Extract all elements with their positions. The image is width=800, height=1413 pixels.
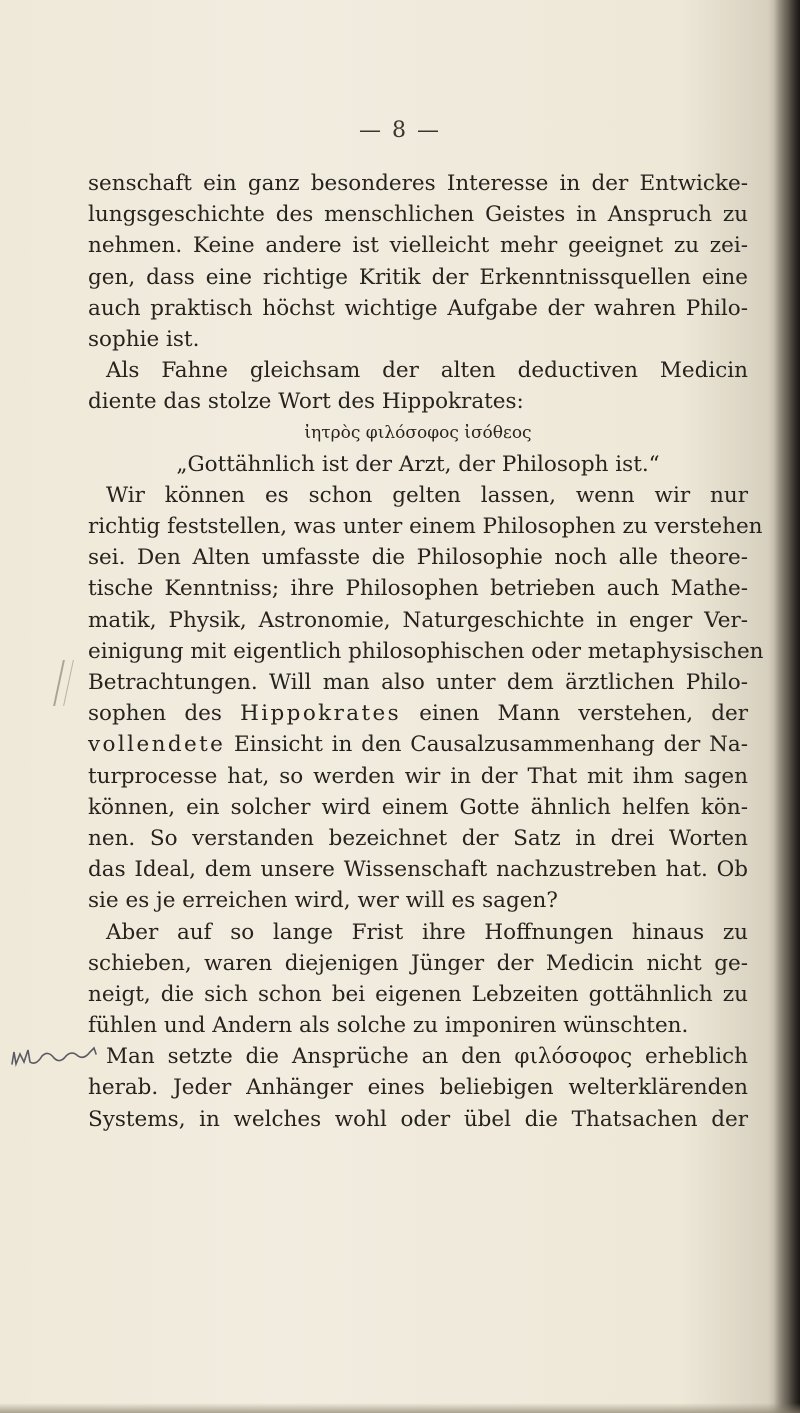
text-fragment: Einsicht in den Causalzusammenhang der Na- (225, 732, 748, 758)
text-line: auch praktisch höchst wichtige Aufgabe der wahren Philo- (88, 295, 748, 321)
text-line: neigt, die sich schon bei eigenen Lebzeiten gottähnlich zu (88, 981, 748, 1007)
text-line: sie es je erreichen wird, wer will es sagen? (88, 888, 558, 914)
text-line: diente das stolze Wort des Hippokrates: (88, 389, 524, 415)
text-line: Systems, in welches wohl oder übel die Thatsachen der (88, 1106, 748, 1132)
text-line: gen, dass eine richtige Kritik der Erkenntnissquellen eine (88, 264, 748, 290)
text-fragment: einen Mann verstehen, der (401, 701, 748, 727)
text-fragment: sophen des (88, 701, 241, 727)
text-line (88, 729, 748, 760)
text-line: turprocesse hat, so werden wir in der That mit ihm sagen (88, 763, 748, 789)
text-line: herab. Jeder Anhänger eines beliebigen welterklärenden (88, 1075, 748, 1101)
text-line: richtig feststellen, was unter einem Philosophen zu verstehen (88, 514, 763, 540)
margin-pencil-mark (53, 660, 74, 706)
text-line: Aber auf so lange Frist ihre Hoffnungen hinaus zu (106, 919, 748, 945)
text-line: können, ein solcher wird einem Gotte ähnlich helfen kön- (88, 794, 748, 820)
text-line: einigung mit eigentlich philosophischen oder metaphysischen (88, 638, 764, 664)
text-line: Wir können es schon gelten lassen, wenn wir nur (106, 482, 748, 508)
text-line: matik, Physik, Astronomie, Naturgeschichte in enger Ver- (88, 607, 748, 633)
text-line: fühlen und Andern als solche zu imponiren wünschten. (88, 1013, 689, 1039)
text-line: sophie ist. (88, 326, 200, 352)
text-line: nen. So verstanden bezeichnet der Satz in drei Worten (88, 825, 748, 851)
body-text (88, 168, 764, 1135)
emphasized-name: Hippokrates (240, 701, 402, 727)
text-line: senschaft ein ganz besonderes Interesse in der Entwicke- (88, 171, 748, 196)
text-line (88, 698, 748, 729)
text-line: Betrachtungen. Will man also unter dem ärztlichen Philo- (88, 670, 748, 695)
text-line: Als Fahne gleichsam der alten deductiven Medicin (106, 358, 748, 384)
text-line: Man setzte die Ansprüche an den φιλόσοφος erheblich (106, 1044, 748, 1070)
page-number: — 8 — (359, 118, 441, 143)
text-line: tische Kenntniss; ihre Philosophen betrieben auch Mathe- (88, 576, 748, 602)
emphasized-word: vollendete (88, 732, 226, 758)
quote-translation: „Gottähnlich ist der Arzt, der Philosoph ist.“ (176, 451, 660, 477)
text-line: das Ideal, dem unsere Wissenschaft nachzustreben hat. Ob (88, 857, 748, 883)
text-line: lungsgeschichte des menschlichen Geistes in Anspruch zu (88, 202, 748, 228)
text-line: schieben, waren diejenigen Jünger der Medicin nicht ge- (88, 950, 748, 976)
text-line: nehmen. Keine andere ist vielleicht mehr geeignet zu zei- (88, 233, 748, 259)
page-bottom-edge (0, 1403, 800, 1413)
binding-shadow (774, 0, 800, 1413)
text-line: sei. Den Alten umfasste die Philosophie noch alle theore- (88, 545, 748, 571)
greek-quote: ἰητρὸς φιλόσοφος ἰσόθεος (304, 422, 532, 443)
